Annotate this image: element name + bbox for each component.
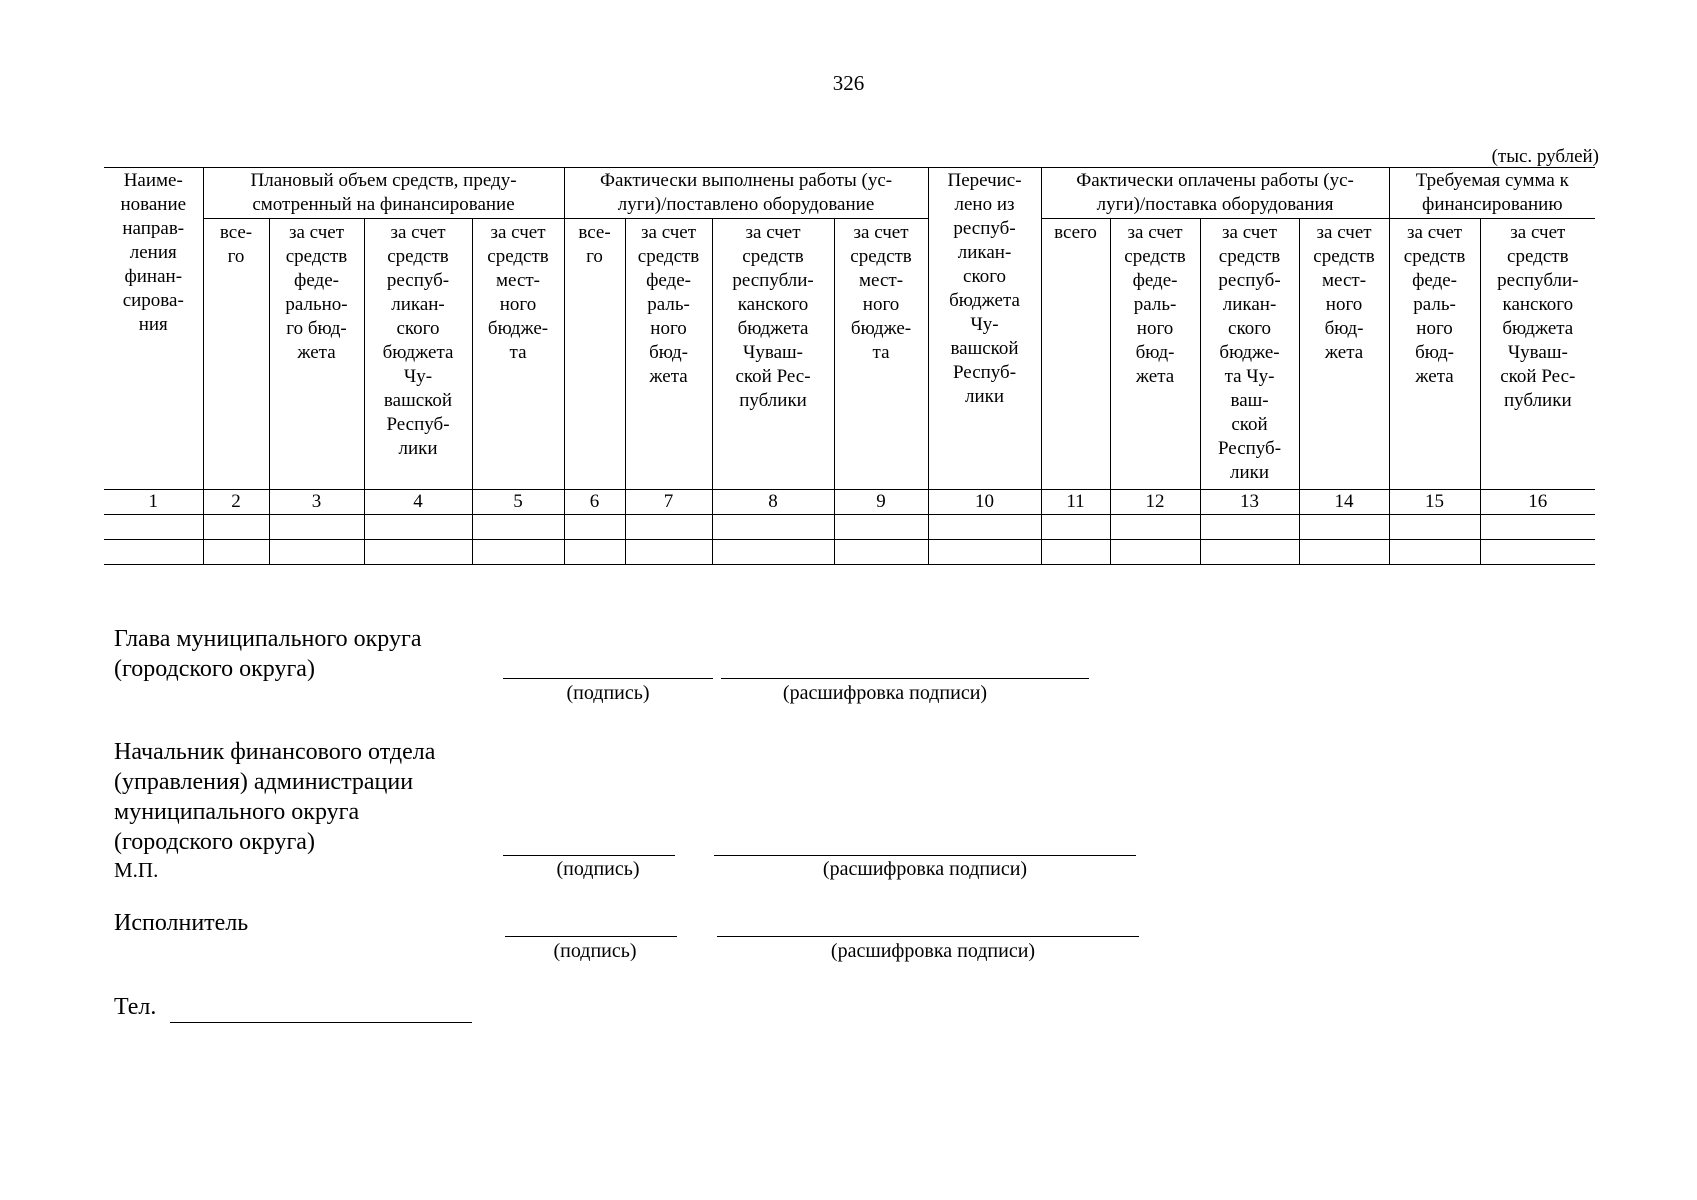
- column-numbers-row: [104, 490, 1595, 515]
- col-header-paid-republic: за счет средств респуб- ликан- ского бюдже- та Чу- ваш- ской Респуб- лики: [1200, 219, 1299, 490]
- column-number: 3: [269, 490, 364, 515]
- column-number: 16: [1480, 490, 1595, 515]
- executor-signature-caption: (подпись): [553, 940, 637, 962]
- col-header-paid-total: всего: [1041, 219, 1110, 490]
- column-number: 8: [712, 490, 834, 515]
- stamp-label: М.П.: [114, 858, 159, 882]
- col-header-required-federal: за счет средств феде- раль- ного бюд- жета: [1389, 219, 1480, 490]
- column-number: 5: [472, 490, 564, 515]
- col-header-paid-local: за счет средств мест- ного бюд- жета: [1299, 219, 1389, 490]
- group-header-paid: Фактически оплачены работы (ус- луги)/поставка оборудования: [1041, 168, 1389, 219]
- units-label: (тыс. рублей): [1491, 146, 1599, 167]
- executor-title: Исполнитель: [114, 910, 249, 936]
- report-table: [104, 167, 1595, 565]
- column-number: 4: [364, 490, 472, 515]
- column-number: 10: [928, 490, 1041, 515]
- finance-decoding-line[interactable]: [714, 855, 1136, 856]
- col-header-required-republic: за счет средств республи- канского бюджета Чуваш- ской Рес- публики: [1480, 219, 1595, 490]
- head-title: Глава муниципального округа (городского округа): [114, 626, 422, 682]
- col-header-done-local: за счет средств мест- ного бюдже- та: [834, 219, 928, 490]
- head-decoding-line[interactable]: [721, 678, 1089, 679]
- finance-decoding-caption: (расшифровка подписи): [822, 858, 1028, 880]
- phone-line[interactable]: [170, 1022, 472, 1023]
- column-number: 15: [1389, 490, 1480, 515]
- col-header-planned-republic: за счет средств респуб- ликан- ского бюджета Чу- вашской Респуб- лики: [364, 219, 472, 490]
- col-header-transferred: Перечис- лено из респуб- ликан- ского бюджета Чу- вашской Респуб- лики: [928, 168, 1041, 490]
- col-header-done-republic: за счет средств республи- канского бюджета Чуваш- ской Рес- публики: [712, 219, 834, 490]
- head-signature-line[interactable]: [503, 678, 713, 679]
- column-number: 7: [625, 490, 712, 515]
- column-number: 12: [1110, 490, 1200, 515]
- head-signature-caption: (подпись): [566, 682, 650, 704]
- finance-signature-caption: (подпись): [556, 858, 640, 880]
- table-row: [104, 515, 1595, 540]
- col-header-done-total: все- го: [564, 219, 625, 490]
- executor-decoding-line[interactable]: [717, 936, 1139, 937]
- col-header-name: Наиме- нование направ- ления финан- сирова- ния: [104, 168, 203, 490]
- column-number: 11: [1041, 490, 1110, 515]
- col-header-paid-federal: за счет средств феде- раль- ного бюд- жета: [1110, 219, 1200, 490]
- column-number: 9: [834, 490, 928, 515]
- executor-decoding-caption: (расшифровка подписи): [830, 940, 1036, 962]
- column-number: 6: [564, 490, 625, 515]
- page-number: 326: [832, 71, 865, 95]
- head-decoding-caption: (расшифровка подписи): [782, 682, 988, 704]
- column-number: 13: [1200, 490, 1299, 515]
- col-header-planned-federal: за счет средств феде- рально- го бюд- жета: [269, 219, 364, 490]
- column-number: 2: [203, 490, 269, 515]
- column-number: 1: [104, 490, 203, 515]
- table-row: [104, 540, 1595, 565]
- col-header-planned-total: все- го: [203, 219, 269, 490]
- group-header-planned: Плановый объем средств, преду- смотренный на финансирование: [203, 168, 564, 219]
- col-header-done-federal: за счет средств феде- раль- ного бюд- жета: [625, 219, 712, 490]
- group-header-required: Требуемая сумма к финансированию: [1389, 168, 1595, 219]
- phone-label: Тел.: [114, 994, 157, 1020]
- column-number: 14: [1299, 490, 1389, 515]
- finance-signature-line[interactable]: [503, 855, 675, 856]
- col-header-planned-local: за счет средств мест- ного бюдже- та: [472, 219, 564, 490]
- finance-head-title: Начальник финансового отдела (управления) администрации муниципального округа (городского округа): [114, 739, 436, 855]
- group-header-done: Фактически выполнены работы (ус- луги)/поставлено оборудование: [564, 168, 928, 219]
- executor-signature-line[interactable]: [505, 936, 677, 937]
